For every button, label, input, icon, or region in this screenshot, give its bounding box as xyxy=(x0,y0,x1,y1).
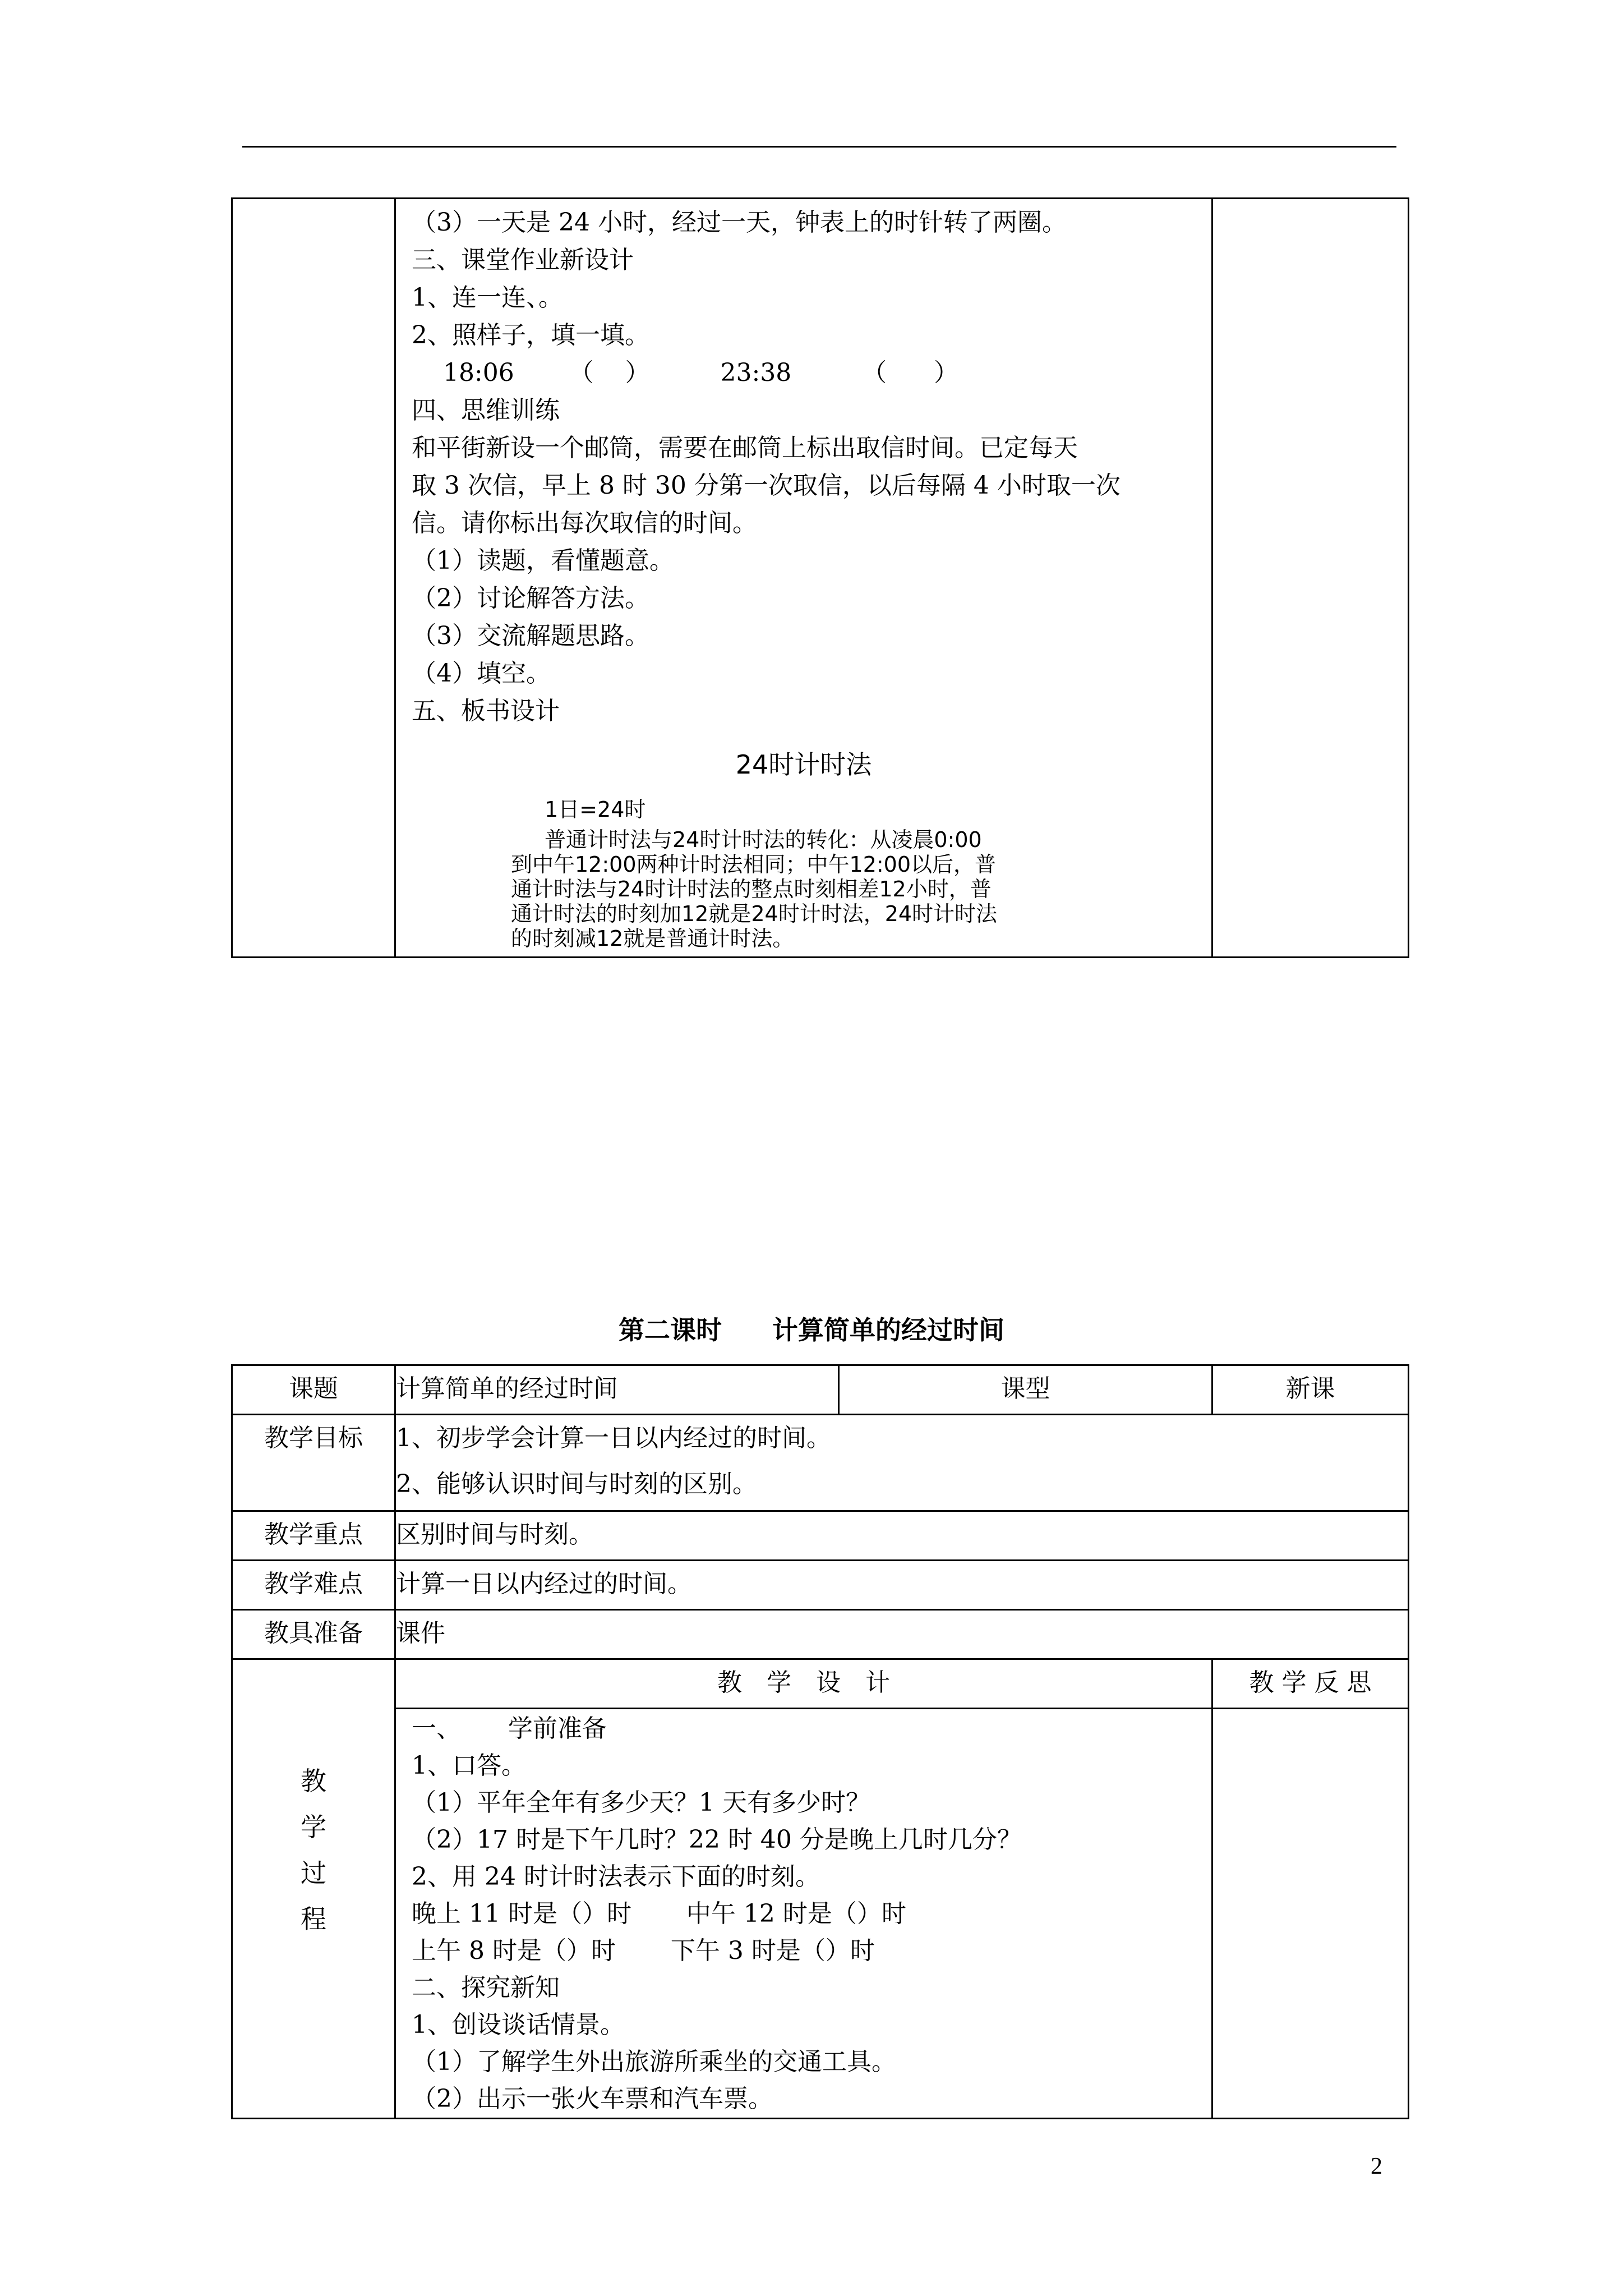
lesson-plan-table xyxy=(231,1364,1409,2119)
process-line: （2）17 时是下午几时？22 时 40 分是晚上几时几分？ xyxy=(412,1825,1022,1854)
topic-label: 课题 xyxy=(232,1365,395,1415)
tools-label: 教具准备 xyxy=(232,1610,395,1659)
content-line: （3）一天是 24 小时，经过一天，钟表上的时针转了两圈。 xyxy=(412,208,1067,237)
board-line: 通计时法与24时计时法的整点时刻相差12小时，普 xyxy=(511,877,992,901)
process-line: 晚上 11 时是（）时 中午 12 时是（）时 xyxy=(412,1899,906,1928)
process-content-cell xyxy=(395,1709,1212,2119)
reflection-header: 教 学 反 思 xyxy=(1212,1659,1409,1709)
content-line: 四、思维训练 xyxy=(412,396,560,425)
process-line: （2）出示一张火车票和汽车票。 xyxy=(412,2085,773,2113)
process-label-cell xyxy=(232,1659,395,2119)
difficulty-value: 计算一日以内经过的时间。 xyxy=(395,1561,1409,1610)
empty-label-cell xyxy=(232,199,395,958)
type-value: 新课 xyxy=(1212,1365,1409,1415)
topic-value: 计算简单的经过时间 xyxy=(395,1365,839,1415)
content-line: 取 3 次信，早上 8 时 30 分第一次取信，以后每隔 4 小时取一次 xyxy=(412,471,1121,500)
board-line: 普通计时法与24时计时法的转化：从凌晨0:00 xyxy=(545,827,982,852)
process-line: 一、 学前准备 xyxy=(412,1714,607,1743)
reflection-cell xyxy=(1212,1709,1409,2119)
content-line: 三、课堂作业新设计 xyxy=(412,246,634,274)
content-line: （3）交流解题思路。 xyxy=(412,622,649,650)
content-line: 五、板书设计 xyxy=(412,697,560,725)
goal-item: 1、初步学会计算一日以内经过的时间。 xyxy=(396,1424,831,1452)
process-label-char: 学 xyxy=(301,1812,326,1842)
key-point-value: 区别时间与时刻。 xyxy=(395,1511,1409,1561)
continued-lesson-table xyxy=(231,197,1409,958)
lesson-number: 第二课时 xyxy=(619,1315,722,1345)
board-line: 的时刻减12就是普通计时法。 xyxy=(511,926,794,951)
difficulty-label: 教学难点 xyxy=(232,1561,395,1610)
board-line: 通计时法的时刻加12就是24时计时法，24时计时法 xyxy=(511,901,998,926)
goal-cell xyxy=(395,1415,1409,1511)
board-line: 到中午12:00两种计时法相同；中午12:00以后，普 xyxy=(511,852,997,877)
process-label-char: 过 xyxy=(301,1858,326,1888)
reflection-cell xyxy=(1212,199,1409,958)
key-point-label: 教学重点 xyxy=(232,1511,395,1561)
header-rule xyxy=(242,146,1396,148)
content-line: 2、照样子，填一填。 xyxy=(412,321,649,349)
content-line: （1）读题，看懂题意。 xyxy=(412,546,674,575)
content-line: （4）填空。 xyxy=(412,659,551,688)
content-line: 信。请你标出每次取信的时间。 xyxy=(412,509,757,537)
board-design-title: 24时计时法 xyxy=(735,749,872,780)
content-line: 和平街新设一个邮筒，需要在邮筒上标出取信时间。已定每天 xyxy=(412,434,1078,462)
tools-value: 课件 xyxy=(395,1610,1409,1659)
process-line: 1、口答。 xyxy=(412,1751,526,1780)
process-line: （1）了解学生外出旅游所乘坐的交通工具。 xyxy=(412,2047,896,2076)
lesson-name: 计算简单的经过时间 xyxy=(772,1315,1004,1345)
page-number: 2 xyxy=(1371,2154,1382,2179)
process-label-char: 教 xyxy=(301,1766,326,1796)
design-content-cell xyxy=(395,199,1212,958)
process-line: 2、用 24 时计时法表示下面的时刻。 xyxy=(412,1862,820,1891)
process-line: （1）平年全年有多少天？1 天有多少时？ xyxy=(412,1788,870,1817)
content-line: 1、连一连、。 xyxy=(412,283,563,312)
process-line: 1、创设谈话情景。 xyxy=(412,2010,625,2039)
goal-label: 教学目标 xyxy=(232,1415,395,1511)
process-line: 二、探究新知 xyxy=(412,1973,560,2002)
board-design xyxy=(396,797,1211,956)
content-line: 18:06 （ ） 23:38 （ ） xyxy=(412,358,959,387)
process-line: 上午 8 时是（）时 下午 3 时是（）时 xyxy=(412,1936,875,1965)
design-header: 教 学 设 计 xyxy=(395,1659,1212,1709)
board-line: 1日=24时 xyxy=(545,797,646,822)
type-label: 课型 xyxy=(839,1365,1212,1415)
lesson-title xyxy=(0,1310,1623,1347)
content-line: （2）讨论解答方法。 xyxy=(412,584,649,613)
goal-item: 2、能够认识时间与时刻的区别。 xyxy=(396,1470,757,1498)
process-label-char: 程 xyxy=(301,1904,326,1934)
